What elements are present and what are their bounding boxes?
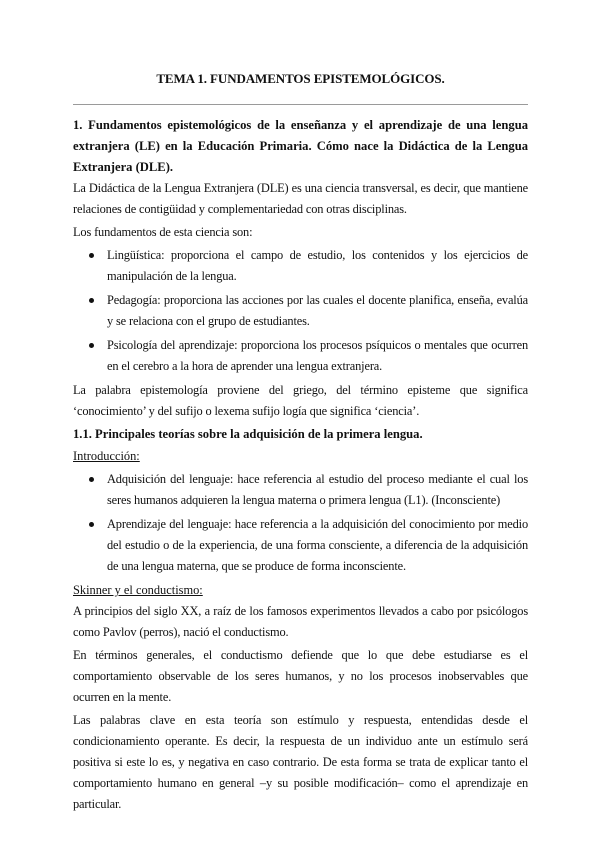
bullet-icon [89, 253, 94, 258]
bullet-icon [89, 343, 94, 348]
etymology-paragraph: La palabra epistemología proviene del griego, del término episteme que significa ‘conocimiento’ y del sufijo o lexema sufijo logía que significa ‘ciencia’. [73, 383, 528, 418]
section-1-heading: 1. Fundamentos epistemológicos de la enseñanza y el aprendizaje de una lengua extranjera (LE) en la Educación Primaria. Cómo nace la Didáctica de la Lengua Extranjera (DLE). [73, 118, 528, 174]
fundamentos-list [73, 245, 528, 377]
intro-paragraph: La Didáctica de la Lengua Extranjera (DLE) es una ciencia transversal, es decir, que mantiene relaciones de contigüidad y complementariedad con otras disciplinas. [73, 181, 528, 216]
page-title: TEMA 1. FUNDAMENTOS EPISTEMOLÓGICOS. [156, 71, 445, 86]
bullet-icon [89, 522, 94, 527]
skinner-label: Skinner y el conductismo: [73, 583, 203, 597]
section-1-1-heading: 1.1. Principales teorías sobre la adquisición de la primera lengua. [73, 427, 423, 441]
skinner-paragraph-1: A principios del siglo XX, a raíz de los famosos experimentos llevados a cabo por psicólogos como Pavlov (perros), nació el conductismo. [73, 604, 528, 639]
bullet-icon [89, 477, 94, 482]
list-item: Aprendizaje del lenguaje: hace referencia a la adquisición del conocimiento por medio del estudio o de la experiencia, de una forma consciente, a diferencia de la adquisición de una lengua materna, que se produce de forma inconsciente. [73, 514, 528, 577]
bullet-icon [89, 298, 94, 303]
list-item: Pedagogía: proporciona las acciones por las cuales el docente planifica, enseña, evalúa y se relaciona con el grupo de estudiantes. [73, 290, 528, 332]
introduccion-label: Introducción: [73, 449, 140, 463]
introduccion-list [73, 469, 528, 577]
title-divider [73, 104, 528, 105]
fundamentos-lead: Los fundamentos de esta ciencia son: [73, 225, 253, 239]
list-item: Lingüística: proporciona el campo de estudio, los contenidos y los ejercicios de manipulación de la lengua. [73, 245, 528, 287]
list-item: Psicología del aprendizaje: proporciona los procesos psíquicos o mentales que ocurren en el cerebro a la hora de aprender una lengua extranjera. [73, 335, 528, 377]
skinner-paragraph-2: En términos generales, el conductismo defiende que lo que debe estudiarse es el comportamiento observable de los seres humanos, y no los procesos inobservables que ocurren en la mente. [73, 648, 528, 704]
skinner-paragraph-3: Las palabras clave en esta teoría son estímulo y respuesta, entendidas desde el condicionamiento operante. Es decir, la respuesta de un individuo ante un estímulo será positiva si este lo es, y negativa en caso contrario. De esta forma se trata de explicar tanto el comportamiento humano en general –y su posible modificación– como el aprendizaje en particular. [73, 713, 528, 811]
list-item: Adquisición del lenguaje: hace referencia al estudio del proceso mediante el cual los seres humanos adquieren la lengua materna o primera lengua (L1). (Inconsciente) [73, 469, 528, 511]
